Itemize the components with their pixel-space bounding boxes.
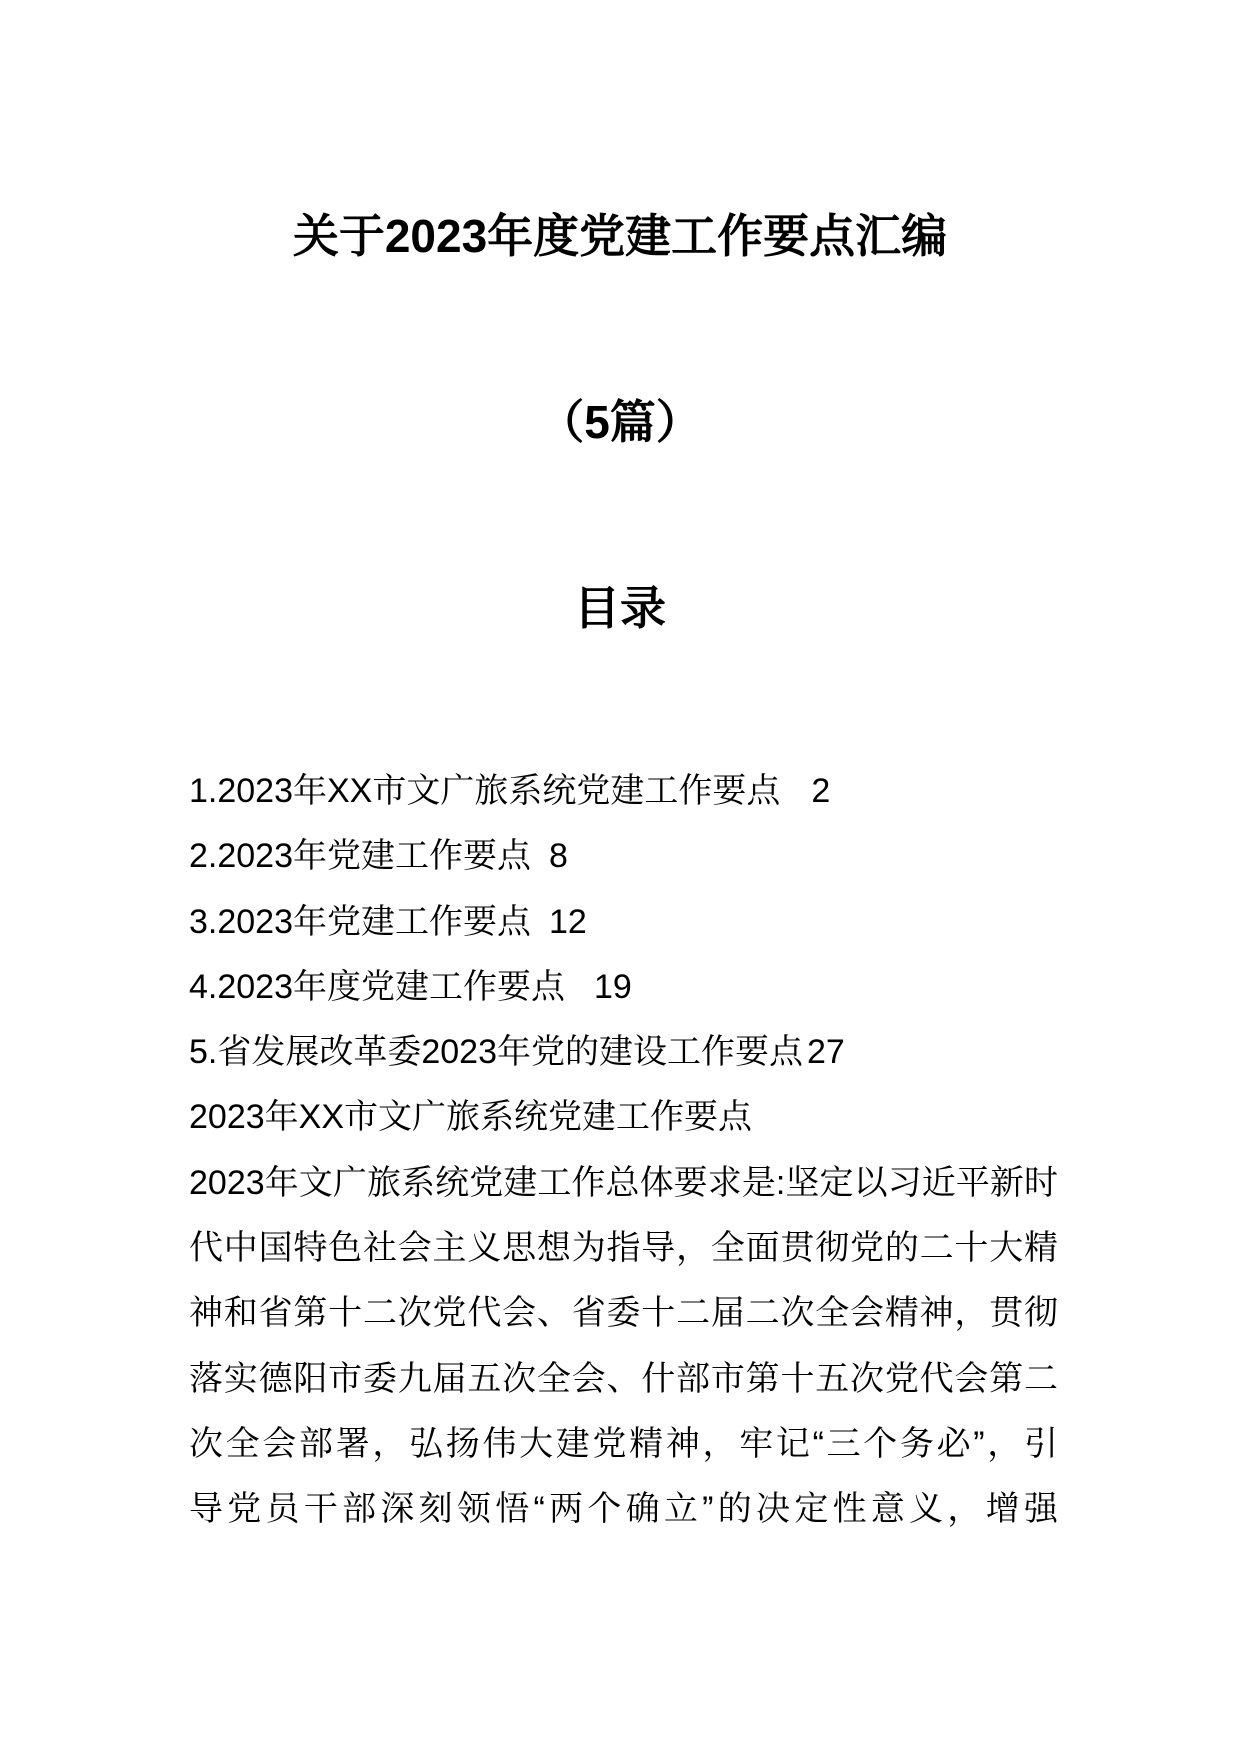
body-paragraph [189,1151,1058,1543]
toc-entry-page-number: 12 [549,902,587,941]
toc-entry-page-number: 2 [811,772,831,810]
document-subtitle: （5篇） [538,396,702,448]
toc-entry [189,1020,1058,1085]
paragraph-line: 2023年文广旅系统党建工作总体要求是:坚定以习近平新时 [189,1163,1058,1202]
toc-entry [189,824,1058,889]
toc-entry-label: 2.2023年党建工作要点 [189,837,531,876]
toc-entry-label: 4.2023年度党建工作要点 [189,967,565,1006]
toc-entry [189,955,1058,1020]
page-content [189,759,1058,1543]
toc-entry [189,890,1058,955]
paragraph-line: 代中国特色社会主义思想为指导，全面贯彻党的二十大精 [189,1229,1058,1268]
toc-entry-label: 1.2023年XX市文广旅系统党建工作要点 [189,772,781,810]
toc-entry-page-number: 8 [549,837,568,876]
document-title: 关于2023年度党建工作要点汇编 [292,210,948,262]
section-heading: 2023年XX市文广旅系统党建工作要点 [189,1098,752,1137]
toc-entry-label: 5.省发展改革委2023年党的建设工作要点 [189,1033,803,1072]
paragraph-line: 次全会部署，弘扬伟大建党精神，牢记“三个务必”，引 [189,1424,1058,1463]
toc-entry-page-number: 27 [807,1033,845,1072]
paragraph-line: 落实德阳市委九届五次全会、什部市第十五次党代会第二 [189,1359,1058,1398]
toc-heading: 目录 [574,582,666,634]
toc-entry-label: 3.2023年党建工作要点 [189,902,531,941]
table-of-contents [189,759,1058,1085]
toc-entry-page-number: 19 [594,967,632,1006]
toc-entry [189,759,1058,824]
paragraph-line: 导党员干部深刻领悟“两个确立”的决定性意义，增强 [189,1490,1058,1529]
paragraph-line: 神和省第十二次党代会、省委十二届二次全会精神，贯彻 [189,1294,1058,1333]
